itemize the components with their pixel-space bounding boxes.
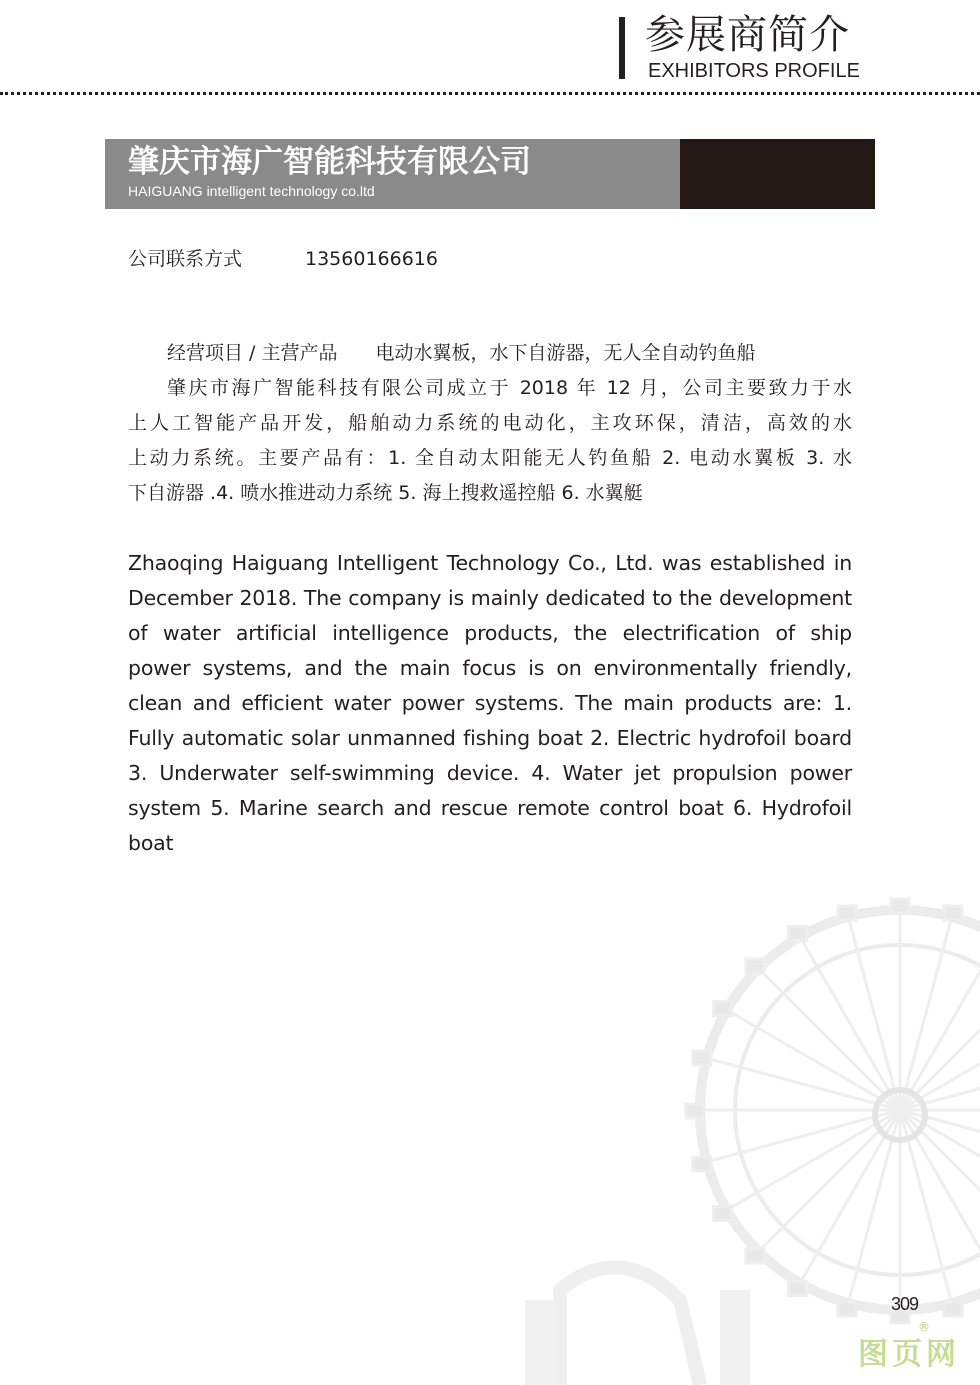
watermark-logo: 图页网 xyxy=(858,1337,960,1372)
text-line: 经营项目 / 主营产品 电动水翼板，水下自游器，无人全自动钓鱼船 xyxy=(167,342,756,364)
company-banner-dark-block xyxy=(680,139,875,209)
text-line: Fully automatic solar unmanned fishing boat 2. Electric hydrofoil board xyxy=(128,726,852,750)
wheel-cabin xyxy=(944,1302,962,1316)
text-line: December 2018. The company is mainly dedicated to the development xyxy=(128,586,852,610)
text-line: 上动力系统。主要产品有：1. 全自动太阳能无人钓鱼船 2. 电动水翼板 3. 水 xyxy=(128,447,852,469)
company-name-cn: 肇庆市海广智能科技有限公司 xyxy=(128,144,531,180)
dotted-divider xyxy=(0,92,980,95)
wheel-cabin xyxy=(686,1104,704,1118)
text-line: Zhaoqing Haiguang Intelligent Technology Co., Ltd. was established in xyxy=(128,551,852,575)
business-description-en xyxy=(128,546,852,861)
text-line: of water artificial intelligence products, the electrification of ship xyxy=(128,621,852,645)
text-line: power systems, and the main focus is on environmentally friendly, xyxy=(128,656,852,680)
contact-row xyxy=(128,246,438,272)
text-line: system 5. Marine search and rescue remote control boat 6. Hydrofoil xyxy=(128,796,852,820)
wheel-cabin xyxy=(789,926,807,940)
wheel-cabin xyxy=(693,1157,711,1171)
registered-mark: ® xyxy=(918,1320,930,1334)
wheel-cabin xyxy=(746,1249,764,1263)
business-description-cn xyxy=(128,336,852,511)
section-title-en: EXHIBITORS PROFILE xyxy=(648,60,860,82)
decorative-block xyxy=(720,1290,750,1385)
contact-label: 公司联系方式 xyxy=(128,248,243,270)
text-line: 下自游器 .4. 喷水推进动力系统 5. 海上搜救遥控船 6. 水翼艇 xyxy=(128,482,643,504)
wheel-cabin xyxy=(693,1051,711,1065)
company-name-en: HAIGUANG intelligent technology co.ltd xyxy=(128,183,375,199)
wheel-cabin xyxy=(789,1282,807,1296)
text-line: boat xyxy=(128,831,174,855)
text-line: 肇庆市海广智能科技有限公司成立于 2018 年 12 月，公司主要致力于水 xyxy=(167,377,852,399)
header-accent-bar xyxy=(619,17,625,79)
wheel-cabin xyxy=(838,1302,856,1316)
wheel-cabin xyxy=(944,906,962,920)
text-line: 3. Underwater self-swimming device. 4. Water jet propulsion power xyxy=(128,761,852,785)
wheel-cabin xyxy=(713,1002,731,1016)
section-title-cn: 参展商简介 xyxy=(645,12,850,58)
text-line: 上人工智能产品开发，船舶动力系统的电动化，主攻环保，清洁，高效的水 xyxy=(128,412,852,434)
wheel-cabin xyxy=(713,1207,731,1221)
contact-phone: 13560166616 xyxy=(305,248,438,270)
decorative-block xyxy=(525,1300,555,1385)
wheel-cabin xyxy=(746,959,764,973)
wheel-cabin xyxy=(838,906,856,920)
text-line: clean and efficient water power systems. The main products are: 1. xyxy=(128,691,852,715)
wheel-cabin xyxy=(891,899,909,913)
page-number: 309 xyxy=(891,1294,919,1314)
